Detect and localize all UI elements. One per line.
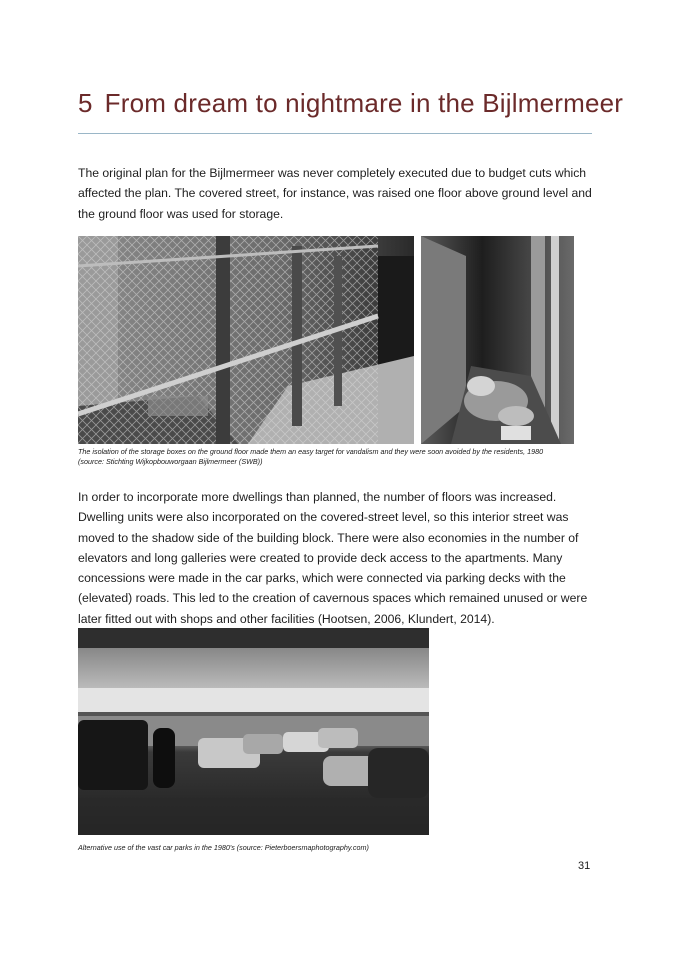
storage-boxes-photo [78, 236, 414, 444]
section-number: 5 [78, 88, 93, 118]
figure-caption-storage [78, 447, 598, 467]
section-heading [78, 88, 624, 119]
paragraph-dwellings: In order to incorporate more dwellings than planned, the number of floors was increased. Dwelling units were also incorporated on the covered-street level, so this interior street was moved to the shadow side of the building block. There were also economies in the number of elevators and long galleries were created to provide deck access to the apartments. Many concessions were made in the car parks, which were connected via parking decks with the (elevated) roads. This led to the creation of cavernous spaces which remained unused or were later fitted out with shops and other facilities (Hootsen, 2006, Klundert, 2014). [78, 490, 588, 626]
caption-source: (source: Stichting Wijkopbouworgaan Bijlmermeer (SWB)) [78, 457, 263, 466]
figure-caption-car-park: Alternative use of the vast car parks in the 1980's (source: Pieterboersmaphotography.com) [78, 843, 369, 852]
heading-rule [78, 133, 592, 134]
paragraph-intro: The original plan for the Bijlmermeer was never completely executed due to budget cuts which affected the plan. The covered street, for instance, was raised one floor above ground level and the ground floor was used for storage. [78, 166, 592, 221]
page-number: 31 [578, 860, 591, 872]
caption-line: The isolation of the storage boxes on the ground floor made them an easy target for vandalism and they were soon avoided by the residents, 1980 [78, 447, 544, 456]
car-park-photo [78, 628, 429, 835]
corridor-rubbish-photo [421, 236, 574, 444]
section-title: From dream to nightmare in the Bijlmermeer [104, 88, 624, 118]
